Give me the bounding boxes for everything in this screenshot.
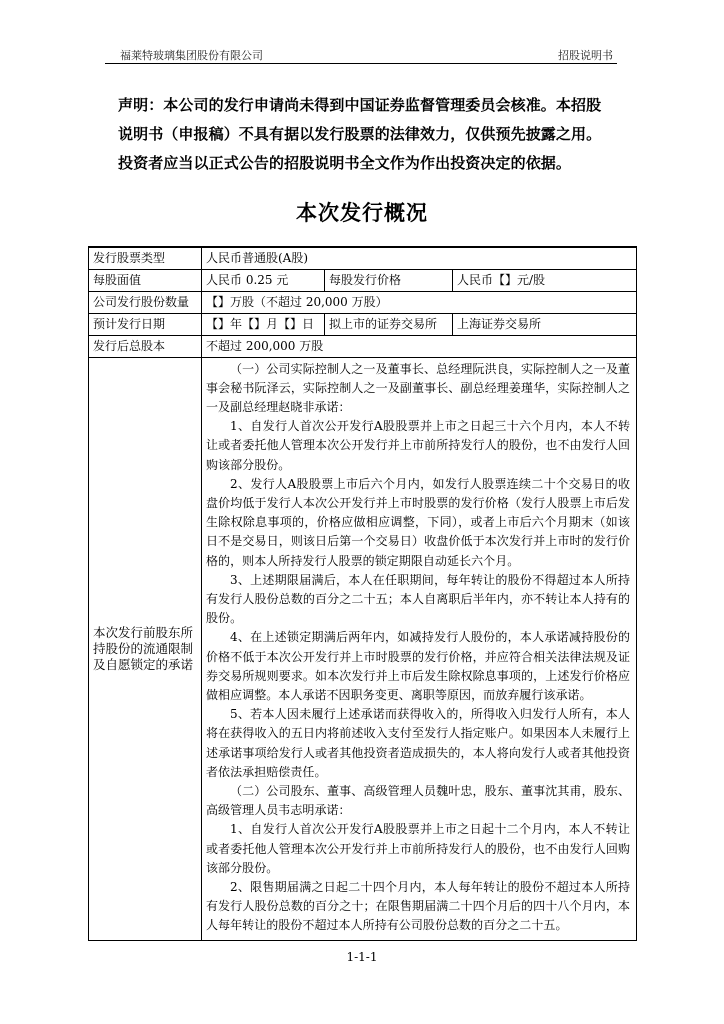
stock-type-label: 发行股票类型 <box>89 247 202 269</box>
par-value-value: 人民币 0.25 元 <box>202 269 325 291</box>
issue-date-label: 预计发行日期 <box>89 313 202 335</box>
lockup-paragraph: （二）公司股东、董事、高级管理人员魏叶忠，股东、董事沈其甫，股东、高级管理人员韦志明承诺： <box>206 783 631 818</box>
share-count-value: 【】万股（不超过 20,000 万股） <box>202 291 637 313</box>
issuance-overview-table <box>88 246 637 941</box>
lockup-paragraph: 1、自发行人首次公开发行A股股票并上市之日起三十六个月内，本人不转让或者委托他人管理本次公开发行并上市前所持发行人的股份，也不由发行人回购该部分股份。 <box>206 419 631 472</box>
header-document-type: 招股说明书 <box>558 49 613 62</box>
disclaimer-statement: 声明：本公司的发行申请尚未得到中国证券监督管理委员会核准。本招股说明书（申报稿）不具有据以发行股票的法律效力，仅供预先披露之用。投资者应当以正式公告的招股说明书全文作为作出投资决定的依据。 <box>118 96 602 172</box>
total-shares-value: 不超过 200,000 万股 <box>202 335 637 357</box>
stock-type-value: 人民币普通股(A股) <box>202 247 637 269</box>
header-divider <box>105 63 617 64</box>
share-count-label: 公司发行股份数量 <box>89 291 202 313</box>
lockup-paragraph: （一）公司实际控制人之一及董事长、总经理阮洪良，实际控制人之一及董事会秘书阮泽云，实际控制人之一及副董事长、副总经理姜瑾华，实际控制人之一及副总经理赵晓非承诺： <box>206 361 631 414</box>
lockup-paragraph: 3、上述期限届满后，本人在任职期间，每年转让的股份不得超过本人所持有发行人股份总数的百分之二十五；本人自离职后半年内，亦不转让本人持有的股份。 <box>206 572 631 626</box>
table-row <box>89 313 637 335</box>
lockup-paragraph: 1、自发行人首次公开发行A股股票并上市之日起十二个月内，本人不转让或者委托他人管理本次公开发行并上市前所持发行人的股份，也不由发行人回购该部分股份。 <box>206 822 631 875</box>
table-row <box>89 269 637 291</box>
lockup-commitment-label: 本次发行前股东所持股份的流通限制及自愿锁定的承诺 <box>89 357 202 940</box>
lockup-paragraph: 5、若本人因未履行上述承诺而获得收入的，所得收入归发行人所有，本人将在获得收入的五日内将前述收入支付至发行人指定账户。如果因本人未履行上述承诺事项给发行人或者其他投资者造成损失的，本人将向发行人或者其他投资者依法承担赔偿责任。 <box>206 707 631 779</box>
table-row <box>89 357 637 940</box>
lockup-paragraph: 4、在上述锁定期满后两年内，如减持发行人股份的，本人承诺减持股份的价格不低于本次公开发行并上市时股票的发行价格，并应符合相关法律法规及证券交易所规则要求。如本次发行并上市后发生除权除息事项的，上述发行价格应做相应调整。本人承诺不因职务变更、离职等原因，而放弃履行该承诺。 <box>206 630 631 702</box>
lockup-paragraph: 2、限售期届满之日起二十四个月内，本人每年转让的股份不超过本人所持有发行人股份总数的百分之十；在限售期届满二十四个月后的四十八个月内，本人每年转让的股份不超过本人所持有公司股份总数的百分之二十五。 <box>206 879 631 933</box>
issue-price-label: 每股发行价格 <box>325 269 453 291</box>
lockup-paragraph: 2、发行人A股股票上市后六个月内，如发行人股票连续二十个交易日的收盘价均低于发行人本次公开发行并上市时股票的发行价格（发行人股票上市后发生除权除息事项的，价格应做相应调整，下同），或者上市后六个月期末（如该日不是交易日，则该日后第一个交易日）收盘价低于本次发行并上市时的发行价格的，则本人所持发行人股票的锁定期限自动延长六个月。 <box>206 476 631 568</box>
table-row <box>89 291 637 313</box>
page-number: 1-1-1 <box>346 950 378 964</box>
page-title: 本次发行概况 <box>296 201 428 225</box>
issue-price-value: 人民币【】元/股 <box>453 269 637 291</box>
lockup-commitment-body <box>202 357 637 940</box>
table-row <box>89 247 637 269</box>
exchange-label: 拟上市的证券交易所 <box>325 313 453 335</box>
table-row <box>89 335 637 357</box>
par-value-label: 每股面值 <box>89 269 202 291</box>
header-company-name: 福莱特玻璃集团股份有限公司 <box>120 49 263 62</box>
total-shares-label: 发行后总股本 <box>89 335 202 357</box>
issue-date-value: 【】年【】月【】日 <box>202 313 325 335</box>
exchange-value: 上海证券交易所 <box>453 313 637 335</box>
